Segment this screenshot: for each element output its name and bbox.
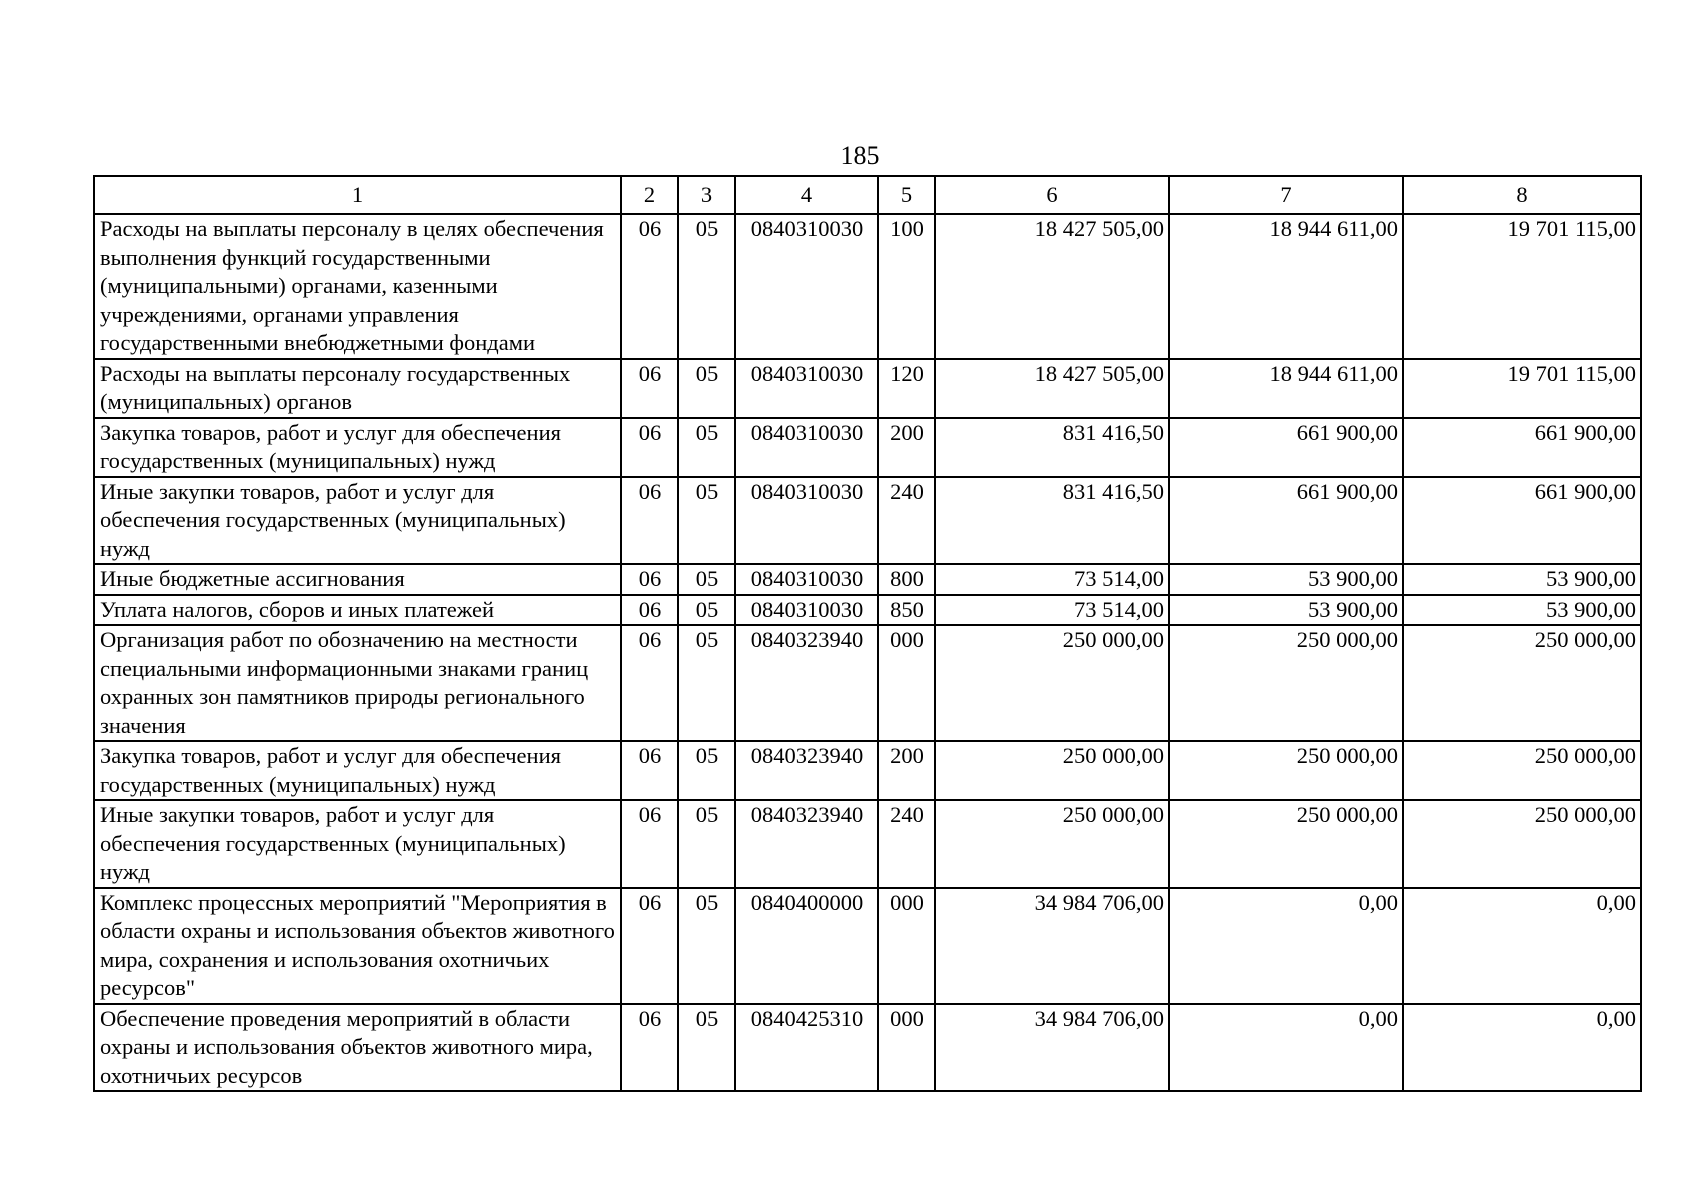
expense-name: Организация работ по обозначению на местности специальными информационными знаками границ охранных зон памятников природы регионального значения <box>94 625 621 741</box>
expense-name: Комплекс процессных мероприятий "Мероприятия в области охраны и использования объектов животного мира, сохранения и использования охотничьих ресурсов" <box>94 888 621 1004</box>
expense-type-code: 240 <box>878 477 935 565</box>
table-row <box>94 564 1641 595</box>
amount-col-6: 73 514,00 <box>935 564 1169 595</box>
budget-table <box>93 175 1642 1092</box>
target-article-code: 0840310030 <box>735 477 878 565</box>
expense-type-code: 800 <box>878 564 935 595</box>
expense-type-code: 000 <box>878 888 935 1004</box>
amount-col-6: 831 416,50 <box>935 477 1169 565</box>
amount-col-7: 0,00 <box>1169 1004 1403 1092</box>
header-row <box>94 176 1641 214</box>
amount-col-8: 250 000,00 <box>1403 741 1641 800</box>
amount-col-8: 53 900,00 <box>1403 564 1641 595</box>
subsection-code: 05 <box>678 888 735 1004</box>
expense-type-code: 100 <box>878 214 935 359</box>
amount-col-6: 250 000,00 <box>935 741 1169 800</box>
amount-col-7: 53 900,00 <box>1169 564 1403 595</box>
section-code: 06 <box>621 418 678 477</box>
table-row <box>94 625 1641 741</box>
target-article-code: 0840323940 <box>735 625 878 741</box>
amount-col-6: 18 427 505,00 <box>935 214 1169 359</box>
amount-col-7: 250 000,00 <box>1169 800 1403 888</box>
section-code: 06 <box>621 359 678 418</box>
column-header: 5 <box>878 176 935 214</box>
subsection-code: 05 <box>678 741 735 800</box>
subsection-code: 05 <box>678 359 735 418</box>
amount-col-6: 250 000,00 <box>935 800 1169 888</box>
amount-col-8: 19 701 115,00 <box>1403 214 1641 359</box>
column-header: 3 <box>678 176 735 214</box>
amount-col-6: 831 416,50 <box>935 418 1169 477</box>
table-row <box>94 418 1641 477</box>
amount-col-7: 0,00 <box>1169 888 1403 1004</box>
expense-name: Закупка товаров, работ и услуг для обеспечения государственных (муниципальных) нужд <box>94 741 621 800</box>
expense-type-code: 850 <box>878 595 935 626</box>
target-article-code: 0840400000 <box>735 888 878 1004</box>
amount-col-8: 250 000,00 <box>1403 800 1641 888</box>
subsection-code: 05 <box>678 418 735 477</box>
amount-col-8: 0,00 <box>1403 888 1641 1004</box>
amount-col-8: 661 900,00 <box>1403 418 1641 477</box>
amount-col-7: 53 900,00 <box>1169 595 1403 626</box>
amount-col-7: 661 900,00 <box>1169 418 1403 477</box>
amount-col-6: 73 514,00 <box>935 595 1169 626</box>
subsection-code: 05 <box>678 625 735 741</box>
expense-name: Обеспечение проведения мероприятий в области охраны и использования объектов животного мира, охотничьих ресурсов <box>94 1004 621 1092</box>
amount-col-8: 250 000,00 <box>1403 625 1641 741</box>
target-article-code: 0840323940 <box>735 741 878 800</box>
section-code: 06 <box>621 564 678 595</box>
expense-name: Иные бюджетные ассигнования <box>94 564 621 595</box>
section-code: 06 <box>621 800 678 888</box>
table-row <box>94 888 1641 1004</box>
page-number: 185 <box>840 141 880 170</box>
expense-type-code: 240 <box>878 800 935 888</box>
expense-name: Расходы на выплаты персоналу в целях обеспечения выполнения функций государственными (муниципальными) органами, казенными учреждениями, органами управления государственными внебюджетными фондами <box>94 214 621 359</box>
target-article-code: 0840310030 <box>735 359 878 418</box>
amount-col-7: 18 944 611,00 <box>1169 214 1403 359</box>
amount-col-8: 19 701 115,00 <box>1403 359 1641 418</box>
table-row <box>94 359 1641 418</box>
section-code: 06 <box>621 741 678 800</box>
section-code: 06 <box>621 595 678 626</box>
table-row <box>94 214 1641 359</box>
target-article-code: 0840310030 <box>735 595 878 626</box>
table-row <box>94 1004 1641 1092</box>
expense-name: Закупка товаров, работ и услуг для обеспечения государственных (муниципальных) нужд <box>94 418 621 477</box>
column-header: 6 <box>935 176 1169 214</box>
expense-name: Иные закупки товаров, работ и услуг для обеспечения государственных (муниципальных) нужд <box>94 800 621 888</box>
target-article-code: 0840310030 <box>735 214 878 359</box>
expense-type-code: 120 <box>878 359 935 418</box>
subsection-code: 05 <box>678 1004 735 1092</box>
expense-name: Иные закупки товаров, работ и услуг для обеспечения государственных (муниципальных) нужд <box>94 477 621 565</box>
subsection-code: 05 <box>678 564 735 595</box>
amount-col-6: 18 427 505,00 <box>935 359 1169 418</box>
expense-name: Расходы на выплаты персоналу государственных (муниципальных) органов <box>94 359 621 418</box>
subsection-code: 05 <box>678 477 735 565</box>
amount-col-7: 250 000,00 <box>1169 741 1403 800</box>
subsection-code: 05 <box>678 800 735 888</box>
amount-col-7: 18 944 611,00 <box>1169 359 1403 418</box>
subsection-code: 05 <box>678 214 735 359</box>
target-article-code: 0840310030 <box>735 418 878 477</box>
section-code: 06 <box>621 1004 678 1092</box>
expense-type-code: 200 <box>878 741 935 800</box>
column-header: 2 <box>621 176 678 214</box>
amount-col-6: 34 984 706,00 <box>935 1004 1169 1092</box>
expense-type-code: 000 <box>878 1004 935 1092</box>
section-code: 06 <box>621 477 678 565</box>
target-article-code: 0840425310 <box>735 1004 878 1092</box>
expense-type-code: 200 <box>878 418 935 477</box>
column-header: 8 <box>1403 176 1641 214</box>
section-code: 06 <box>621 888 678 1004</box>
table-row <box>94 741 1641 800</box>
table-row <box>94 800 1641 888</box>
amount-col-8: 661 900,00 <box>1403 477 1641 565</box>
column-header: 4 <box>735 176 878 214</box>
target-article-code: 0840310030 <box>735 564 878 595</box>
amount-col-6: 250 000,00 <box>935 625 1169 741</box>
amount-col-6: 34 984 706,00 <box>935 888 1169 1004</box>
expense-name: Уплата налогов, сборов и иных платежей <box>94 595 621 626</box>
section-code: 06 <box>621 625 678 741</box>
amount-col-7: 250 000,00 <box>1169 625 1403 741</box>
table-row <box>94 477 1641 565</box>
column-header: 7 <box>1169 176 1403 214</box>
table-row <box>94 595 1641 626</box>
target-article-code: 0840323940 <box>735 800 878 888</box>
subsection-code: 05 <box>678 595 735 626</box>
column-header: 1 <box>94 176 621 214</box>
amount-col-8: 0,00 <box>1403 1004 1641 1092</box>
expense-type-code: 000 <box>878 625 935 741</box>
amount-col-8: 53 900,00 <box>1403 595 1641 626</box>
amount-col-7: 661 900,00 <box>1169 477 1403 565</box>
section-code: 06 <box>621 214 678 359</box>
